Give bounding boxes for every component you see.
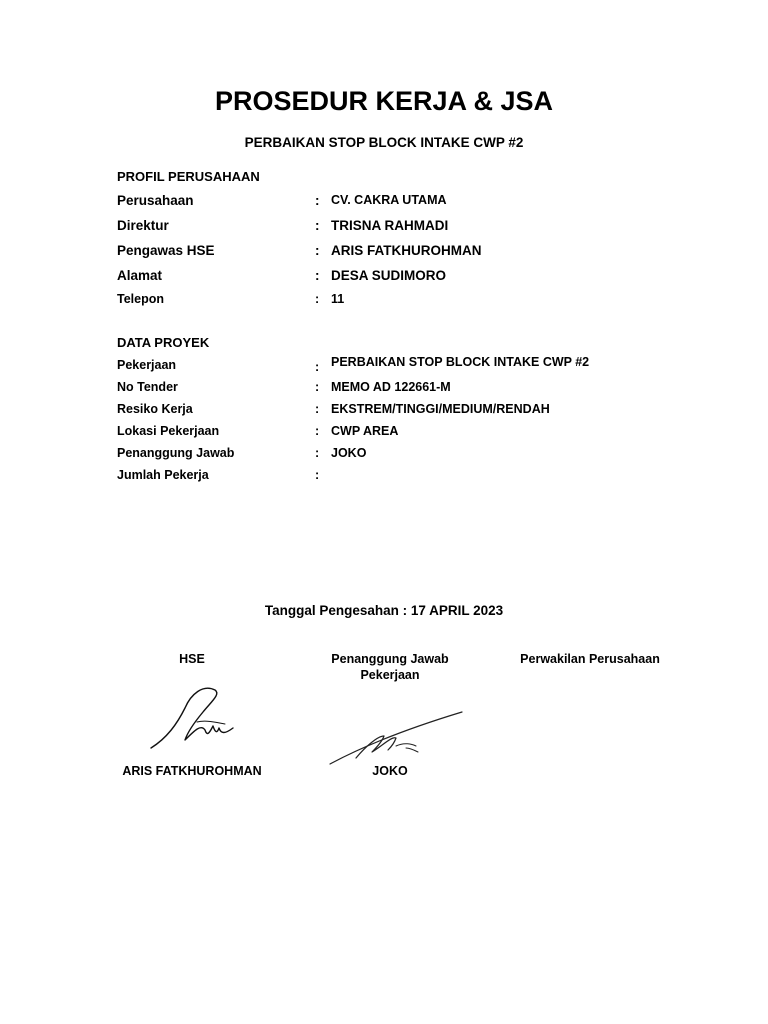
field-colon: : — [315, 402, 320, 416]
field-label-lokasi-pekerjaan: Lokasi Pekerjaan — [117, 424, 220, 438]
field-label-pekerjaan: Pekerjaan — [117, 358, 177, 372]
approval-date: Tanggal Pengesahan : 17 APRIL 2023 — [264, 603, 504, 618]
field-label-telepon: Telepon — [117, 292, 164, 306]
field-value-resiko-kerja: EKSTREM/TINGGI/MEDIUM/RENDAH — [331, 402, 550, 416]
field-value-pengawas-hse: ARIS FATKHUROHMAN — [331, 243, 482, 258]
field-value-penanggung-jawab: JOKO — [331, 446, 367, 460]
field-label-direktur: Direktur — [117, 218, 169, 233]
field-value-direktur: TRISNA RAHMADI — [331, 218, 449, 233]
signatory-name-hse: ARIS FATKHUROHMAN — [122, 764, 262, 778]
field-colon: : — [315, 292, 320, 306]
field-colon: : — [315, 193, 320, 208]
signature-hse-image — [145, 682, 245, 754]
signatory-role-penanggung-jawab: Penanggung Jawab — [331, 652, 449, 666]
document-subtitle: PERBAIKAN STOP BLOCK INTAKE CWP #2 — [244, 135, 524, 150]
signatory-role-perwakilan: Perwakilan Perusahaan — [520, 652, 660, 666]
field-value-lokasi-pekerjaan: CWP AREA — [331, 424, 399, 438]
field-colon: : — [315, 424, 320, 438]
signatory-role-hse: HSE — [179, 652, 205, 666]
signatory-name-penanggung-jawab: JOKO — [372, 764, 408, 778]
field-label-penanggung-jawab: Penanggung Jawab — [117, 446, 235, 460]
field-value-pekerjaan: PERBAIKAN STOP BLOCK INTAKE CWP #2 — [331, 355, 590, 369]
field-value-telepon: 11 — [331, 292, 345, 306]
field-colon: : — [315, 380, 320, 394]
document-title: PROSEDUR KERJA & JSA — [214, 86, 554, 116]
field-colon: : — [315, 218, 320, 233]
field-colon: : — [315, 360, 320, 374]
field-label-resiko-kerja: Resiko Kerja — [117, 402, 193, 416]
field-label-alamat: Alamat — [117, 268, 163, 283]
field-label-perusahaan: Perusahaan — [117, 193, 194, 208]
field-colon: : — [315, 268, 320, 283]
field-colon: : — [315, 446, 320, 460]
field-colon: : — [315, 468, 320, 482]
field-label-pengawas-hse: Pengawas HSE — [117, 243, 215, 258]
field-value-no-tender: MEMO AD 122661-M — [331, 380, 451, 394]
field-label-no-tender: No Tender — [117, 380, 178, 394]
field-value-perusahaan: CV. CAKRA UTAMA — [331, 193, 447, 207]
field-label-jumlah-pekerja: Jumlah Pekerja — [117, 468, 209, 482]
field-value-alamat: DESA SUDIMORO — [331, 268, 447, 283]
company-profile-heading: PROFIL PERUSAHAAN — [117, 169, 260, 184]
signatory-role-penanggung-jawab-line2: Pekerjaan — [360, 668, 420, 682]
project-data-heading: DATA PROYEK — [117, 335, 210, 350]
field-colon: : — [315, 243, 320, 258]
signature-joko-image — [326, 706, 466, 768]
